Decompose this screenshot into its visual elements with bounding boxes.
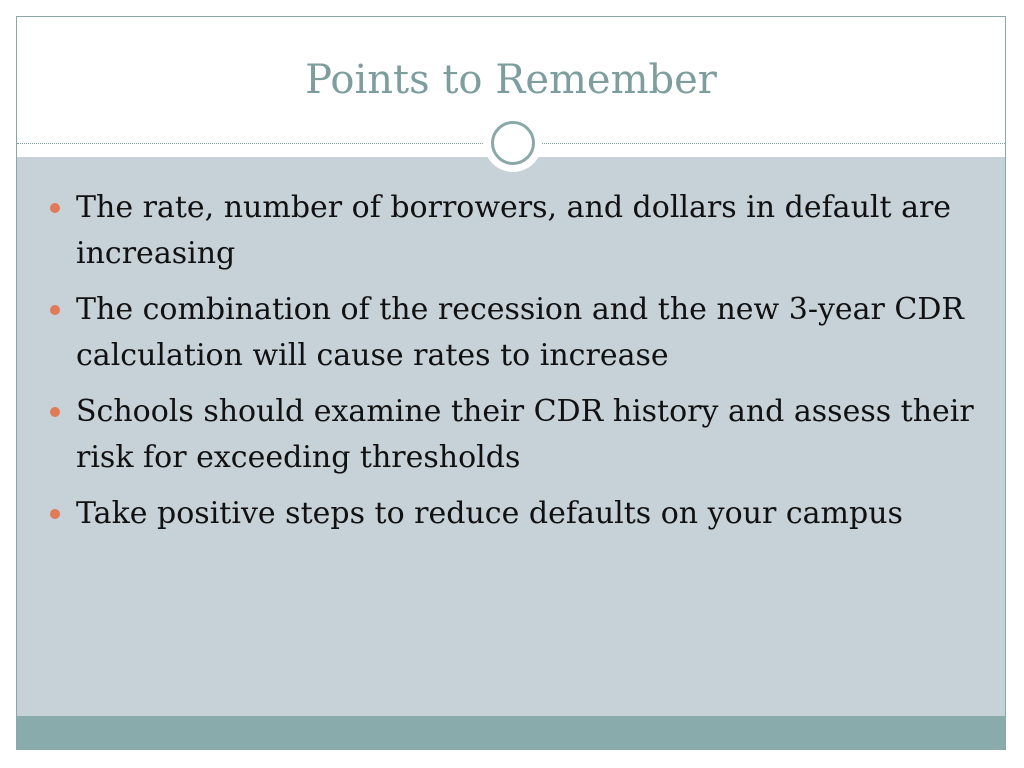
bullet-item — [47, 287, 982, 379]
circle-ornament-icon — [484, 114, 542, 172]
bullet-text: Take positive steps to reduce defaults on your campus — [76, 496, 903, 531]
bullet-text: The rate, number of borrowers, and dollars in default are increasing — [76, 190, 952, 271]
bullet-dot-icon — [50, 509, 60, 519]
bullet-dot-icon — [50, 305, 60, 315]
slide-title: Points to Remember — [305, 57, 717, 103]
footer-bar — [17, 716, 1005, 750]
bullet-dot-icon — [50, 407, 60, 417]
bullet-item — [47, 389, 982, 481]
content-area — [17, 157, 1005, 716]
circle-ring-icon — [491, 121, 535, 165]
bullet-item — [47, 185, 982, 277]
slide — [16, 16, 1006, 750]
bullet-text: Schools should examine their CDR history and assess their risk for exceeding thresholds — [76, 394, 974, 475]
bullet-dot-icon — [50, 203, 60, 213]
bullet-list — [47, 185, 982, 547]
bullet-item — [47, 491, 982, 537]
bullet-text: The combination of the recession and the new 3-year CDR calculation will cause rates to increase — [76, 292, 965, 373]
